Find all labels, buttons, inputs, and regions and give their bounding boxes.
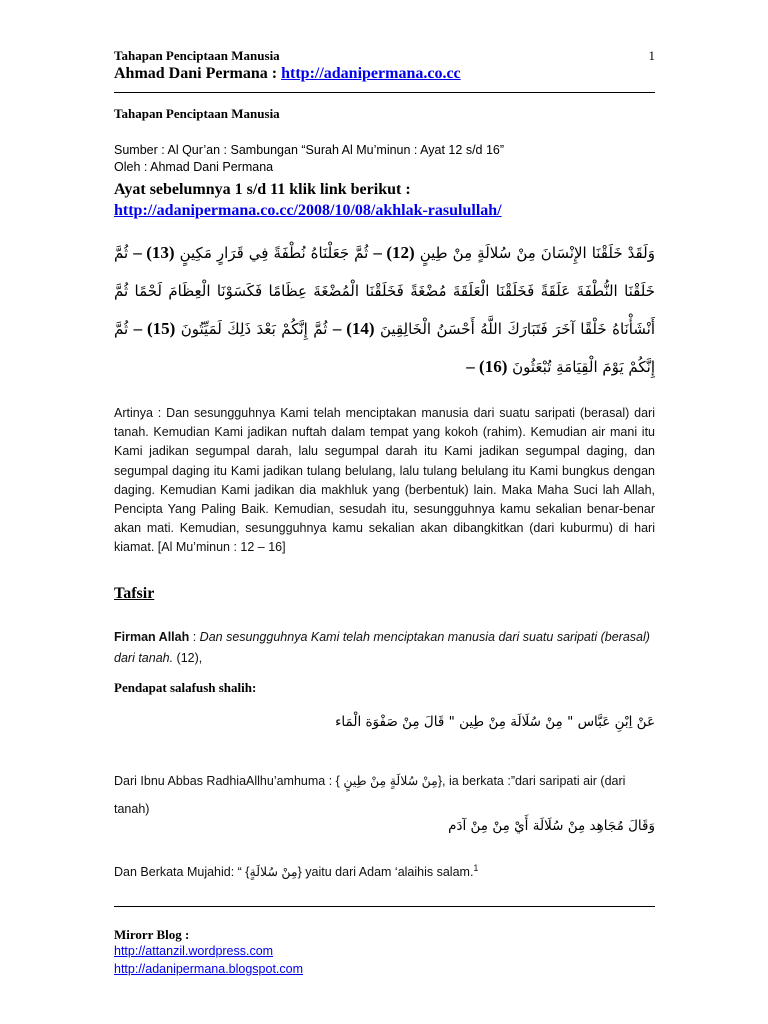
header-title: Tahapan Penciptaan Manusia [114,48,280,63]
verse-13-number: – (13) [133,243,175,262]
arabic-mujahid: وَقَالَ مُجَاهِد مِنْ سُلَالَة أَيْ مِنْ مِنْ آدَم [448,818,655,834]
page-number: 1 [648,48,655,63]
verse-13: ثُمَّ جَعَلْنَاهُ نُطْفَةً فِي قَرَارٍ مَكِينٍ [179,244,369,262]
source-line: Sumber : Al Qur’an : Sambungan “Surah Al Mu’minun : Ayat 12 s/d 16” [114,143,505,157]
mirror-link-blogspot[interactable]: http://adanipermana.blogspot.com [114,962,304,976]
previous-verses [114,179,655,221]
verse-15-number: – (15) [133,319,176,338]
mujahid-paragraph [114,858,655,883]
ibn-abbas-arabic: مِنْ سُلالَةٍ مِنْ طِينٍ [343,774,438,788]
footnote-marker[interactable]: 1 [473,863,479,873]
arabic-ibn-abbas: عَنْ اِبْنِ عَبَّاس " مِنْ سُلَالَة مِنْ طِين " قَالَ مِنْ صَفْوَة الْمَاء [335,714,655,730]
previous-verses-link[interactable]: http://adanipermana.co.cc/2008/10/08/akhlak-rasulullah/ [114,202,502,219]
author-name: Ahmad Dani Permana : [114,65,282,82]
document-title: Tahapan Penciptaan Manusia [114,106,280,121]
pendapat-heading: Pendapat salafush shalih: [114,680,257,695]
mirror-link-wordpress[interactable]: http://attanzil.wordpress.com [114,944,274,958]
quran-verses [114,234,655,386]
header-author [114,65,461,83]
mujahid-arabic: مِنْ سُلالَةٍ [249,865,298,880]
verse-15: ثُمَّ إِنَّكُمْ بَعْدَ ذَلِكَ لَمَيِّتُونَ [180,320,328,338]
firman-separator: : [189,630,200,644]
verse-16: ثُمَّ إِنَّكُمْ يَوْمَ الْقِيَامَةِ تُبْعَثُونَ [114,320,655,376]
verse-14: ثُمَّ خَلَقْنَا النُّطْفَةَ عَلَقَةً فَخَلَقْنَا الْعَلَقَةَ مُضْغَةً فَخَلَقْنَا الْمُضْغَةَ عِظَامًا فَكَسَوْنَا الْعِظَامَ لَحْمًا ثُمَّ أَنْشَأْنَاهُ خَلْقًا آخَرَ فَتَبَارَكَ اللَّهُ أَحْسَنُ الْخَالِقِينَ [114,244,655,338]
ibn-abbas-paragraph [114,767,655,823]
mujahid-text-end: } yaitu dari Adam ‘alaihis salam. [297,865,474,880]
ibn-abbas-text-end: }, ia berkata :”dari saripati air (dari tanah) [114,774,626,816]
author-link[interactable]: http://adanipermana.co.cc [281,65,461,82]
ibn-abbas-text: Dari Ibnu Abbas RadhiaAllhu’amhuma : { [114,774,340,788]
verse-12: وَلَقَدْ خَلَقْنَا الإِنْسَانَ مِنْ سُلالَةٍ مِنْ طِينٍ [419,244,655,262]
verse-12-number: – (12) [373,243,415,262]
page-header [114,48,655,93]
firman-label: Firman Allah [114,630,190,644]
author-line: Oleh : Ahmad Dani Permana [114,160,274,174]
tafsir-heading: Tafsir [114,585,155,602]
firman-text: Dan sesungguhnya Kami telah menciptakan manusia dari suatu saripati (berasal) dari tanah. [114,630,650,665]
firman-allah-paragraph [114,627,655,669]
previous-verses-label: Ayat sebelumnya 1 s/d 11 klik link berikut : [114,181,411,198]
page-footer [114,906,655,976]
mujahid-text: Dan Berkata Mujahid: “ { [114,865,250,880]
verse-14-number: – (14) [332,319,375,338]
source-block [114,142,655,176]
verse-16-number: – (16) [466,357,508,376]
translation-paragraph: Artinya : Dan sesungguhnya Kami telah menciptakan manusia dari suatu saripati (berasal) dari tanah. Kemudian Kami jadikan nuftah dalam tempat yang kokoh (rahim). Kemudian air mani itu Kami jadikan segumpal darah, lalu segumpal darah itu Kami jadikan segumpal daging, dan segumpal daging itu Kami jadikan tulang belulang, lalu tulang belulang itu Kami bungkus dengan daging. Kemudian Kami jadikan dia makhluk yang (berbentuk) lain. Maka Maha Suci lah Allah, Pencipta Yang Paling Baik. Kemudian, sesudah itu, sesungguhnya kamu sekalian benar-benar akan mati. Kemudian, sesungguhnya kamu sekalian akan dibangkitkan (dari kuburmu) di hari kiamat. [Al Mu’minun : 12 – 16] [114,406,655,555]
firman-reference: (12), [173,651,203,665]
mirror-blog-heading: Mirorr Blog : [114,927,190,942]
